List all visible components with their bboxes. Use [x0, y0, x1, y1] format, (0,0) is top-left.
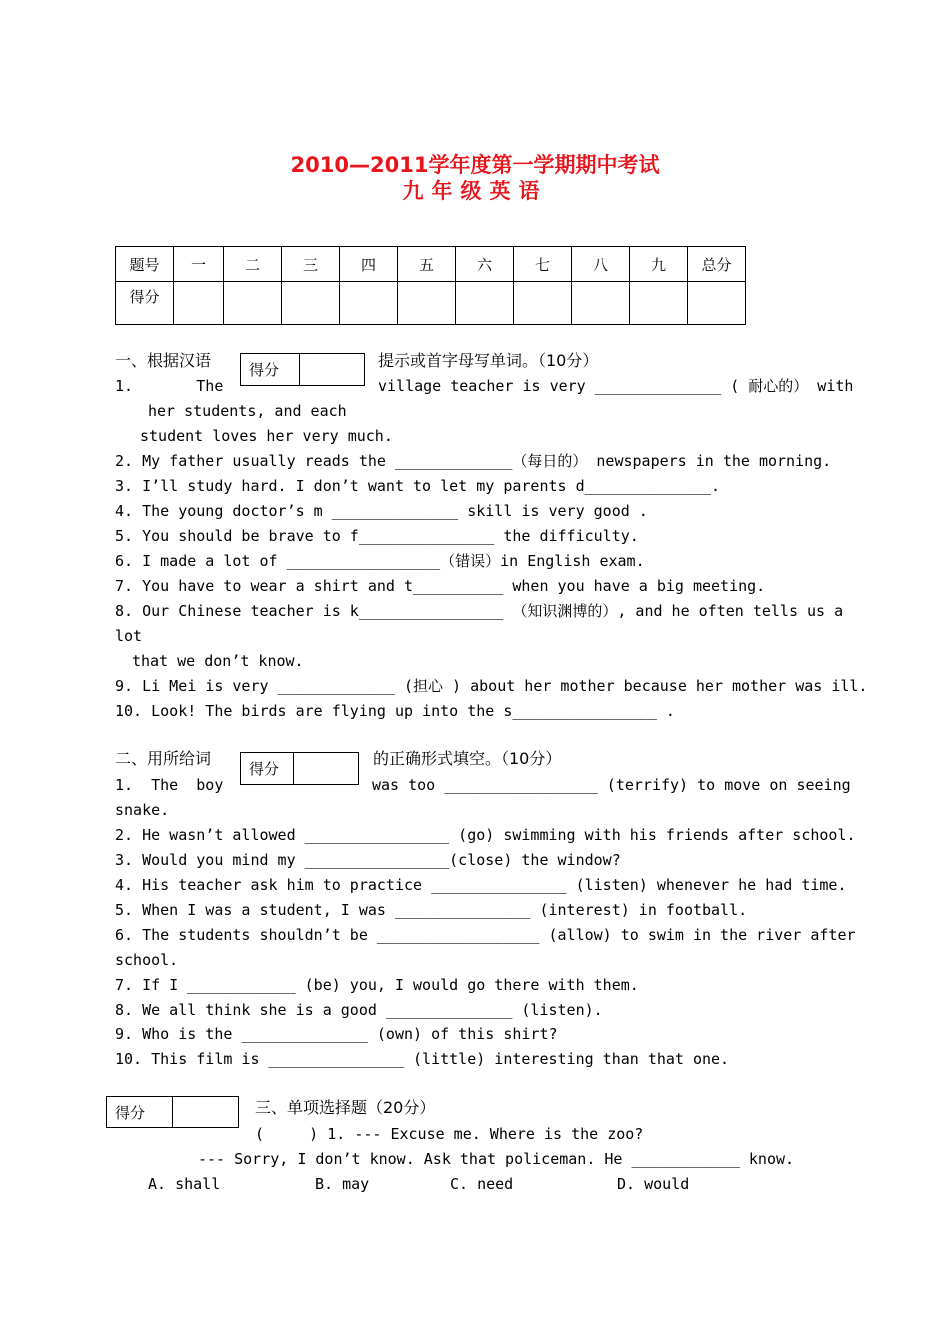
s2-line: 7. If I ____________ (be) you, I would go there with them. [115, 976, 639, 994]
s2-line: was too _________________ (terrify) to move on seeing [372, 776, 851, 794]
s1-line: 5. You should be brave to f_______________ the difficulty. [115, 527, 639, 545]
s3-question-1-answer: --- Sorry, I don’t know. Ask that policeman. He ____________ know. [198, 1150, 795, 1168]
header-cell: 总分 [688, 247, 746, 282]
header-cell: 七 [514, 247, 572, 282]
score-table-header-row [116, 247, 746, 282]
s1-line: 3. I’ll study hard. I don’t want to let my parents d______________. [115, 477, 721, 495]
s1-line: student loves her very much. [140, 427, 393, 445]
score-cell[interactable] [572, 282, 630, 325]
score-cell[interactable] [174, 282, 224, 325]
score-table-score-row [116, 282, 746, 325]
s1-line: 4. The young doctor’s m ______________ skill is very good . [115, 502, 648, 520]
section1-heading-right: 提示或首字母写单词。（10分） [378, 351, 599, 370]
header-cell: 题号 [116, 247, 174, 282]
score-cell[interactable] [340, 282, 398, 325]
score-cell[interactable] [514, 282, 572, 325]
section1-score-box [240, 353, 365, 386]
score-box-value[interactable] [300, 354, 364, 385]
s1-line: lot [115, 627, 143, 645]
s2-line: snake. [115, 801, 170, 819]
header-cell: 五 [398, 247, 456, 282]
exam-title: 2010—2011学年度第一学期期中考试 [290, 153, 660, 177]
s1-line: 6. I made a lot of _________________（错误）in English exam. [115, 552, 645, 570]
score-cell[interactable] [688, 282, 746, 325]
s1-line: village teacher is very ______________ ( 耐心的） with [378, 377, 854, 395]
s2-line: school. [115, 951, 179, 969]
s1-line: 1. The [115, 377, 224, 395]
header-cell: 三 [282, 247, 340, 282]
score-cell[interactable] [224, 282, 282, 325]
score-box-value[interactable] [294, 753, 358, 784]
s2-line: 8. We all think she is a good ______________ (listen). [115, 1001, 603, 1019]
score-box-label: 得分 [241, 753, 294, 784]
s1-line: 9. Li Mei is very _____________ (担心 ) about her mother because her mother was ill. [115, 677, 868, 695]
score-cell[interactable] [456, 282, 514, 325]
section3-heading: 三、单项选择题（20分） [255, 1098, 436, 1117]
s2-line: 10. This film is _______________ (little) interesting than that one. [115, 1050, 730, 1068]
header-cell: 八 [572, 247, 630, 282]
option-c[interactable]: C. need [450, 1175, 514, 1193]
row-label: 得分 [116, 282, 174, 325]
s1-line: her students, and each [148, 402, 347, 420]
s2-line: 9. Who is the ______________ (own) of this shirt? [115, 1025, 558, 1043]
s3-question-1: ( ) 1. --- Excuse me. Where is the zoo? [255, 1125, 644, 1143]
score-box-label: 得分 [241, 354, 300, 385]
s2-line: 3. Would you mind my ________________(close) the window? [115, 851, 621, 869]
score-cell[interactable] [630, 282, 688, 325]
s2-line: 4. His teacher ask him to practice _______________ (listen) whenever he had time. [115, 876, 847, 894]
score-cell[interactable] [398, 282, 456, 325]
section1-heading-left: 一、根据汉语 [115, 351, 212, 370]
header-cell: 一 [174, 247, 224, 282]
score-box-value[interactable] [173, 1097, 238, 1127]
header-cell: 九 [630, 247, 688, 282]
score-cell[interactable] [282, 282, 340, 325]
score-box-label: 得分 [107, 1097, 173, 1127]
section2-score-box [240, 752, 359, 785]
score-table [115, 246, 746, 325]
s1-line: that we don’t know. [132, 652, 304, 670]
s2-line: 1. The boy [115, 776, 224, 794]
s2-line: 6. The students shouldn’t be __________________ (allow) to swim in the river after [115, 926, 856, 944]
s2-line: 5. When I was a student, I was _______________ (interest) in football. [115, 901, 748, 919]
option-b[interactable]: B. may [315, 1175, 370, 1193]
s2-line: 2. He wasn’t allowed ________________ (go) swimming with his friends after school. [115, 826, 856, 844]
s1-line: 10. Look! The birds are flying up into the s________________ . [115, 702, 675, 720]
header-cell: 二 [224, 247, 282, 282]
section2-heading-right: 的正确形式填空。（10分） [373, 749, 562, 768]
option-d[interactable]: D. would [617, 1175, 690, 1193]
section3-score-box [106, 1096, 239, 1128]
option-a[interactable]: A. shall [148, 1175, 221, 1193]
s1-line: 7. You have to wear a shirt and t__________ when you have a big meeting. [115, 577, 766, 595]
exam-subtitle: 九年级英语 [402, 179, 548, 203]
s1-line: 8. Our Chinese teacher is k________________ （知识渊博的）, and he often tells us a [115, 602, 844, 620]
s1-line: 2. My father usually reads the _____________（每日的） newspapers in the morning. [115, 452, 832, 470]
section2-heading-left: 二、用所给词 [115, 749, 212, 768]
header-cell: 六 [456, 247, 514, 282]
header-cell: 四 [340, 247, 398, 282]
